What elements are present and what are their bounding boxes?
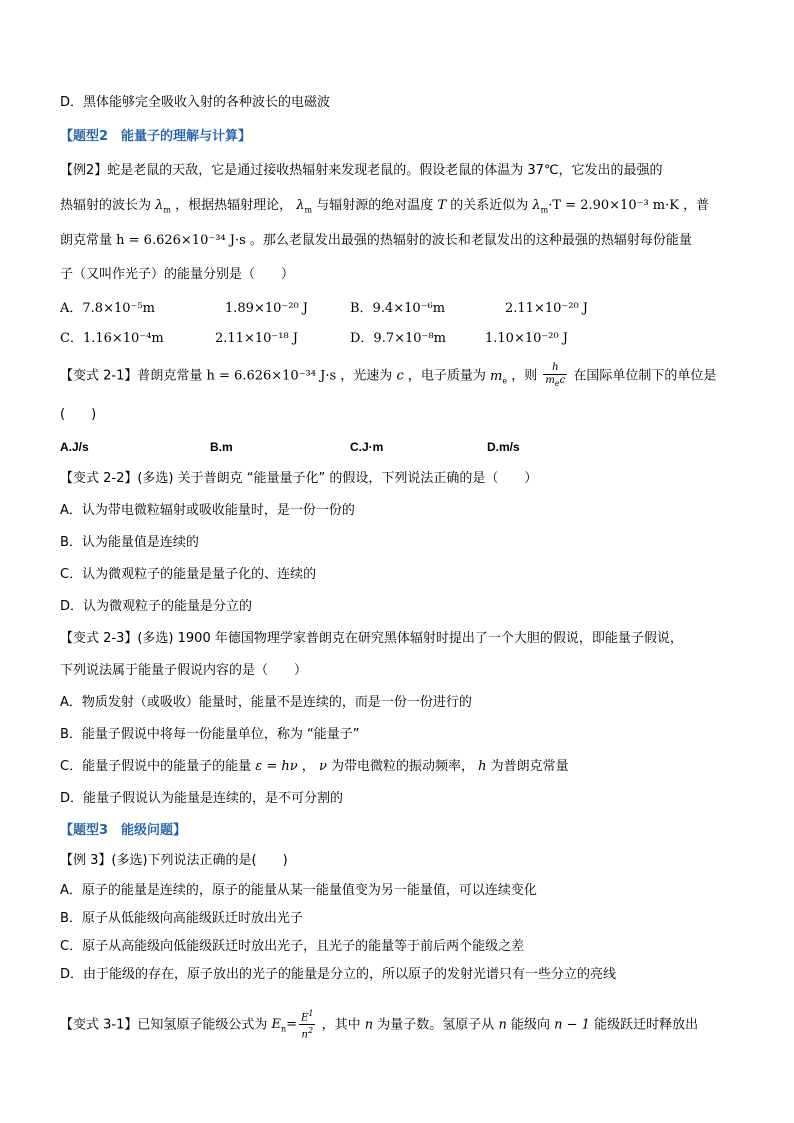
option-d-energy: 1.10×10⁻²⁰ J [485,331,569,346]
example-2-line-4: 子（又叫作光子）的能量分别是（ ） [60,267,295,282]
example-3-option-b: B．原子从低能级向高能级跃迁时放出光子 [60,911,303,926]
text: 热辐射的波长为 [60,198,152,213]
option-c-energy: 2.11×10⁻¹⁸ J [215,331,299,346]
variant-2-3-stem-1: 【变式 2-3】(多选) 1900 年德国物理学家普朗克在研究黑体辐射时提出了一个大胆的假说，即能量子假说， [60,631,683,646]
lambda-m: $\lambda_m$ [155,198,171,215]
fraction-h-over-mec: $\frac{h}{m_ec}$ [545,362,566,388]
example-2-line-3 [60,232,692,250]
text: ，光速为 [340,368,393,384]
n-symbol-2: n [498,1017,507,1033]
speed-of-light: c [396,368,404,384]
lambda-m-2: $\lambda_m$ [296,198,313,215]
text: ，普 [683,198,710,213]
variant-3-1-stem [60,1008,698,1042]
example-3-stem: 【例 3】(多选)下列说法正确的是( ) [60,853,288,868]
text: 为量子数。氢原子从 [377,1017,495,1033]
variant-2-3-option-c [60,758,569,776]
variant-2-2-option-c: C．认为微观粒子的能量是量子化的、连续的 [60,567,317,582]
section-heading-3: 【题型3 能级问题】 [60,823,187,838]
text: ，则 [511,368,538,384]
text: 【变式 2-1】普朗克常量 [60,368,203,384]
option-c: C.J·m [350,440,384,454]
variant-2-1-line-1 [60,362,716,390]
text: ， [301,759,315,774]
option-a: A.J/s [60,440,89,454]
energy-formula: ε = hν [255,759,298,774]
option-d: D.m/s [487,440,520,454]
text: 与辐射源的绝对温度 [316,198,434,213]
text: 。那么老鼠发出最强的热辐射的波长和老鼠发出的这种最强的热辐射每份能量 [249,233,692,248]
n-symbol: n [364,1017,374,1033]
option-c: C．1.16×10⁻⁴m [60,331,164,346]
n-minus-1: n − 1 [554,1017,590,1033]
text: 的关系近似为 [450,198,529,213]
example-3-option-d: D．由于能级的存在，原子放出的光子的能量是分立的，所以原子的发射光谱只有一些分立的亮线 [60,967,617,982]
energy-level-formula: $E_n=$ $\frac{E^1}{n^2}$ [271,1009,314,1041]
example-2-options-ab [60,300,740,318]
option-a-energy: 1.89×10⁻²⁰ J [225,301,309,316]
variant-2-3-option-a: A．物质发射（或吸收）能量时，能量不是连续的，而是一份一份进行的 [60,695,472,710]
example-3-option-a: A．原子的能量是连续的，原子的能量从某一能量值变为另一能量值，可以连续变化 [60,883,537,898]
h-symbol: h [478,759,487,774]
variant-2-2-stem: 【变式 2-2】(多选) 关于普朗克 “能量量子化” 的假设，下列说法正确的是（ ） [60,471,538,486]
variant-2-3-option-d: D．能量子假说认为能量是连续的，是不可分割的 [60,791,344,806]
example-3-option-c: C．原子从高能级向低能级跃迁时放出光子，且光子的能量等于前后两个能级之差 [60,939,525,954]
example-2-line-1: 【例2】蛇是老鼠的天敌，它是通过接收热辐射来发现老鼠的。假设老鼠的体温为 37℃，它发出的最强的 [60,163,663,178]
text: 【变式 3-1】已知氢原子能级公式为 [60,1017,268,1033]
text: 为普朗克常量 [490,759,569,774]
example-2-options-cd [60,330,740,348]
fraction-e1-over-n2: $\frac{E^1}{n^2}$ [301,1009,314,1041]
option-d-line: D．黑体能够完全吸收入射的各种波长的电磁波 [60,95,331,110]
planck-constant: h = 6.626×10⁻³⁴ J·s [116,233,246,248]
text: 能级向 [510,1017,550,1033]
text: ，电子质量为 [407,368,486,384]
option-d: D．9.7×10⁻⁸m [350,331,446,346]
example-2-line-2 [60,197,709,220]
nu-symbol: ν [318,759,327,774]
text: ，其中 [321,1017,361,1033]
text: ，根据热辐射理论， [175,198,293,213]
variant-2-3-stem-2: 下列说法属于能量子假说内容的是（ ） [60,663,308,678]
text: 为带电微粒的振动频率， [330,759,474,774]
option-b: B.m [210,440,233,454]
electron-mass: $m_e$ [490,368,508,386]
variant-2-2-option-a: A．认为带电微粒辐射或吸收能量时，是一份一份的 [60,503,355,518]
variant-2-2-option-b: B．认为能量值是连续的 [60,535,199,550]
variant-2-1-options [60,438,560,456]
text: 能级跃迁时释放出 [594,1017,699,1033]
text: 在国际单位制下的单位是 [573,368,717,384]
section-heading-2: 【题型2 能量子的理解与计算】 [60,129,252,144]
planck-constant: h = 6.626×10⁻³⁴ J·s [206,368,337,384]
variant-2-2-option-d: D．认为微观粒子的能量是分立的 [60,599,253,614]
option-b: B．9.4×10⁻⁶m [350,301,446,316]
option-a: A．7.8×10⁻⁵m [60,301,155,316]
text: 朗克常量 [60,233,113,248]
option-b-energy: 2.11×10⁻²⁰ J [505,301,589,316]
text: C．能量子假说中的能量子的能量 [60,759,252,774]
wien-formula: $\lambda_m\cdot T = 2.90\times 10^{-3}$ m·K [532,198,679,215]
temp-T: T [437,198,447,213]
variant-2-1-line-2: ( ) [60,407,97,422]
variant-2-3-option-b: B．能量子假说中将每一份能量单位，称为 “能量子” [60,727,360,742]
